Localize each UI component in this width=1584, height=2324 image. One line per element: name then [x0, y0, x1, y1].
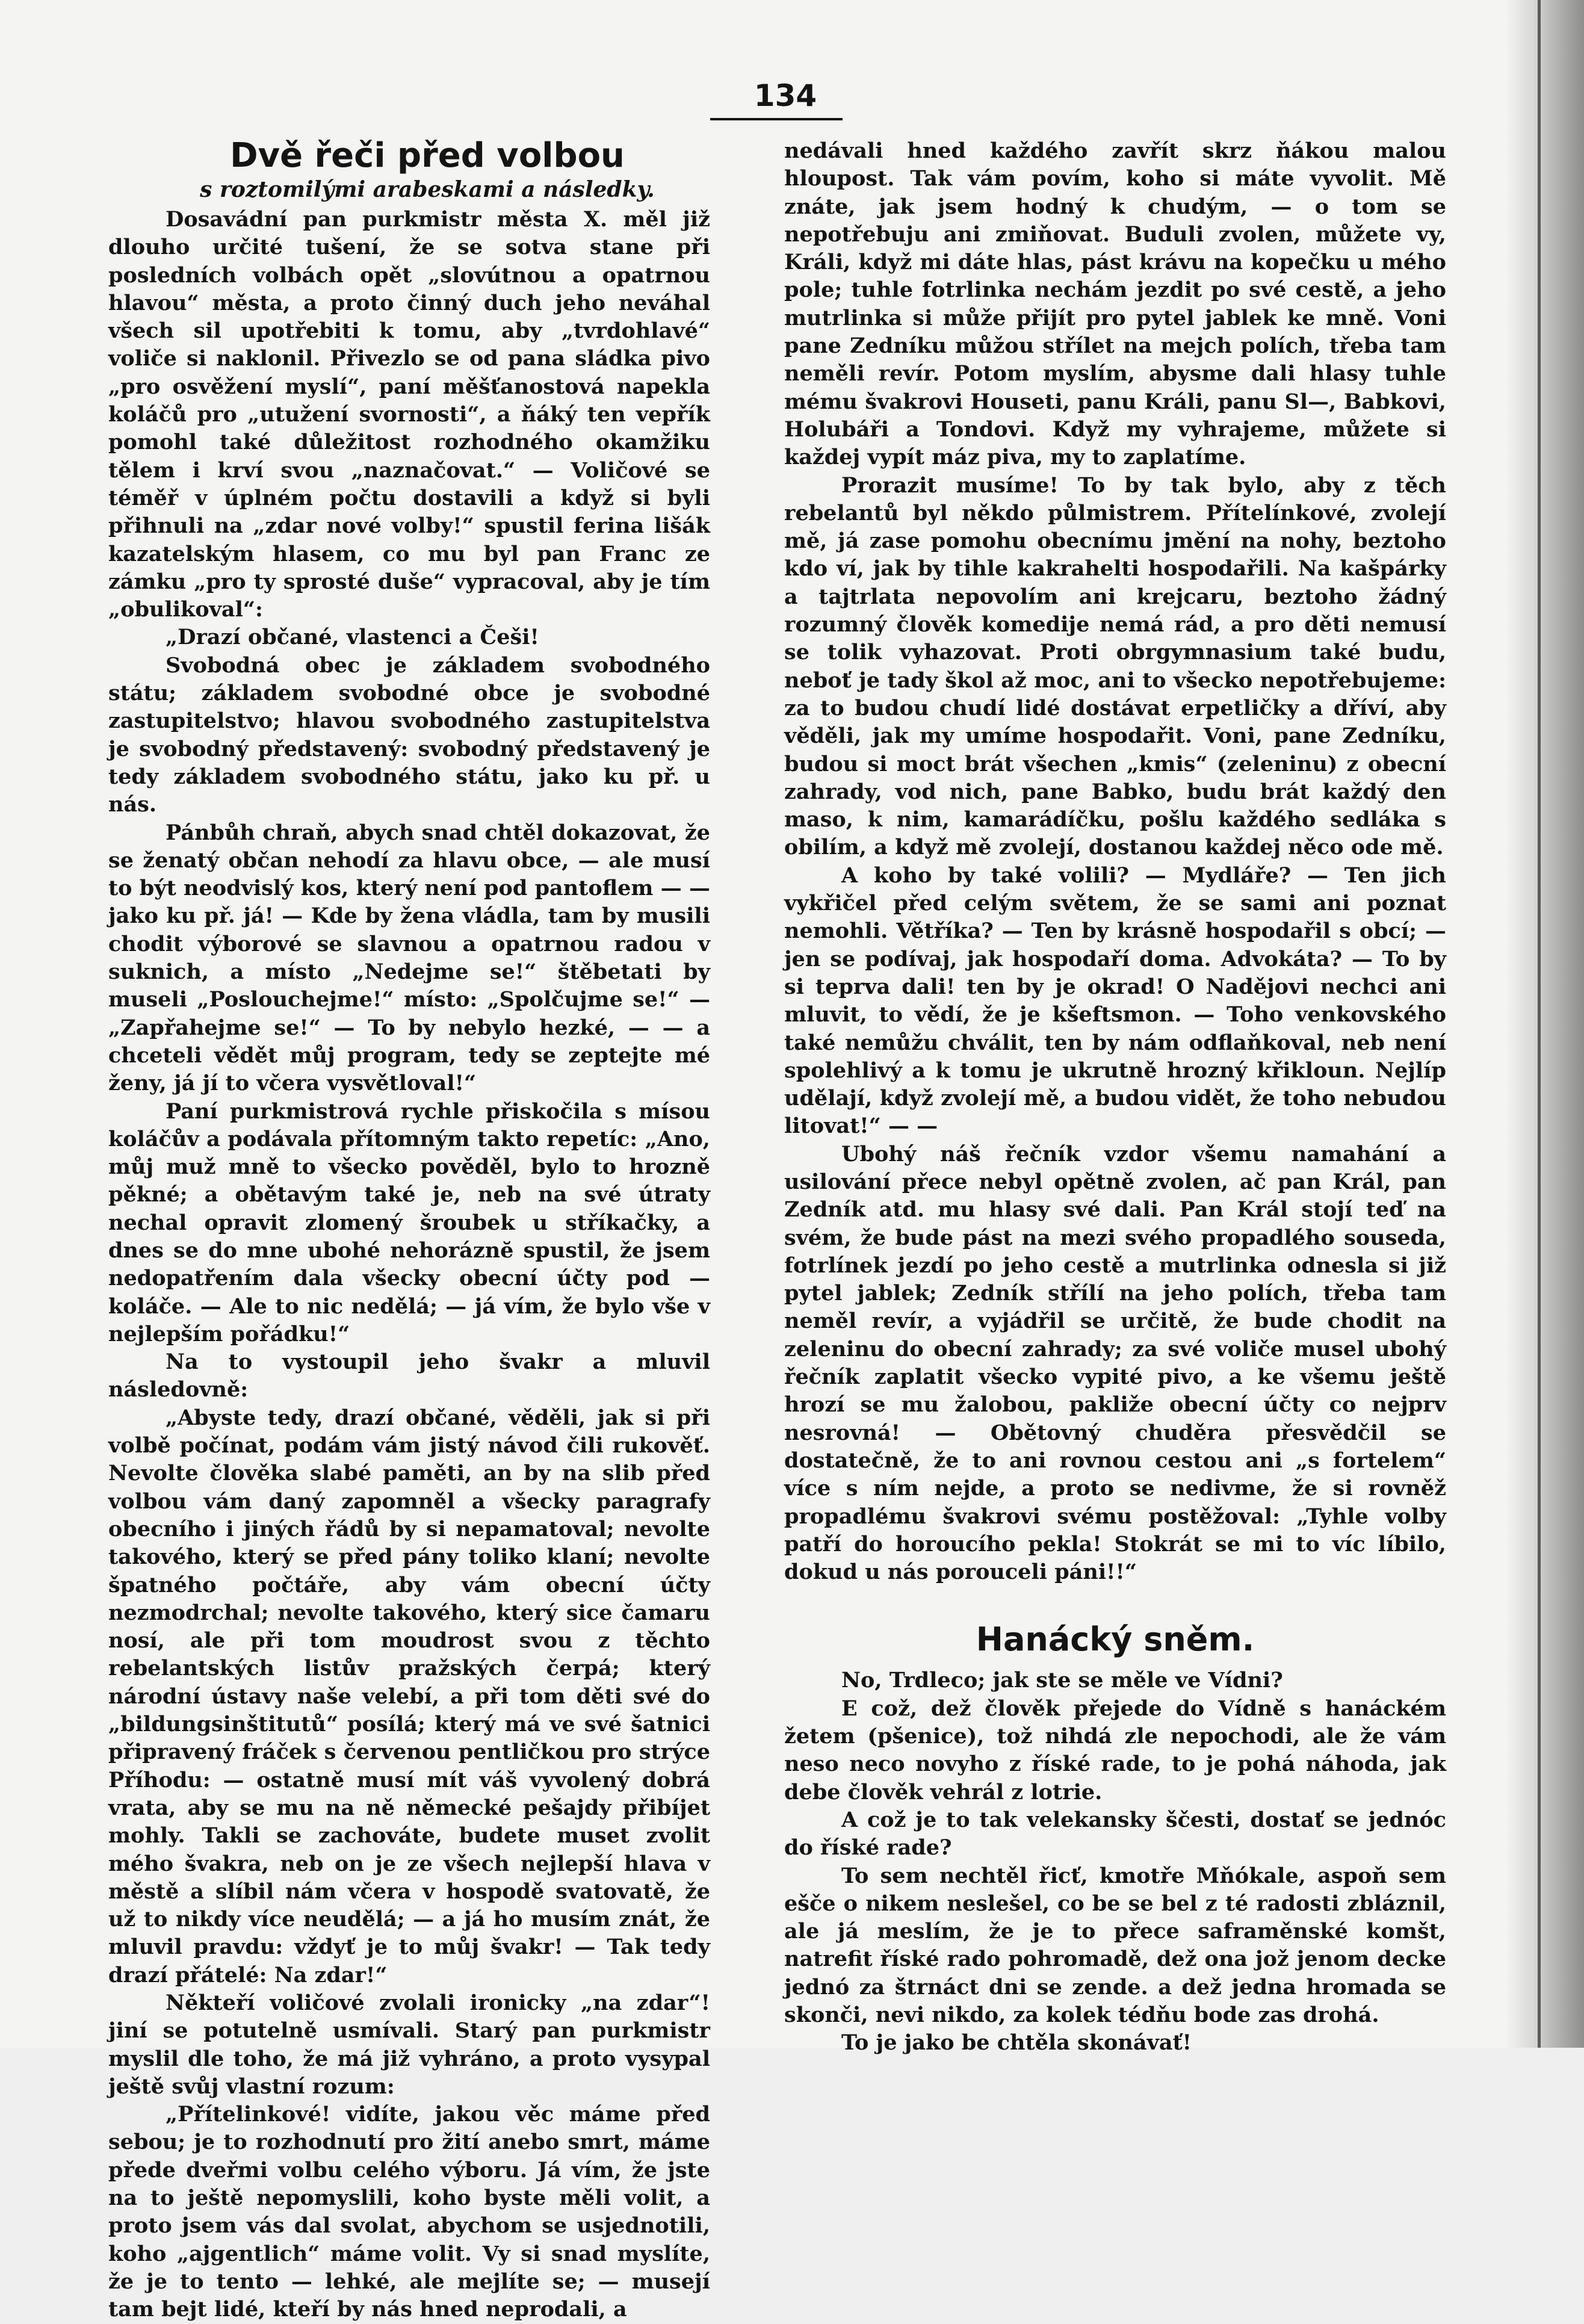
page-shadow-edge [1506, 0, 1584, 2048]
page-number: 134 [753, 78, 817, 113]
paragraph: Pánbůh chraň, abych snad chtěl dokazovat, že se ženatý občan nehodí za hlavu obce, — ale musí to být neodvislý kos, který není pod pantoflem — — jako ku př. já! — Kde by žena vládla, tam by musili chodit výborové se slavnou a opatrnou radou v suknich, a místo „Nedejme se!“ štěbetati by museli „Poslouchejme!“ místo: „Spolčujme se!“ — „Zapřahejme se!“ — To by nebylo hezké, — — a chceteli vědět můj program, tedy se zeptejte mé ženy, já jí to včera vysvětloval!“ [108, 820, 710, 1096]
paragraph: nedávali hned každého zavřít skrz ňákou malou hloupost. Tak vám povím, koho si máte vyvolit. Mě znáte, jak jsem hodný k chudým, — o tom se nepotřebuju ani zmiňovat. Buduli zvolen, můžete vy, Králi, když mi dáte hlas, pást krávu na kopečku u mého pole; tuhle fotrlinka nechám jezdit po své cestě, a jeho mutrlinka si může přijít pro pytel jablek ke mně. Voni pane Zedníku můžou střílet na mejch polích, třeba tam neměli revír. Potom myslím, abysme dali hlasy tuhle mému švakrovi Houseti, panu Králi, panu Sl—, Babkovi, Holubáři a Tondovi. Když my vyhrajeme, můžete si každej vypít máz piva, my to zaplatíme. [784, 138, 1446, 470]
paragraph: To sem nechtěl řicť, kmotře Mňókale, aspoň sem ešče o nikem neslešel, co be se bel z té radosti zbláznil, ale já meslím, že je to přece saframěnské komšt, natrefit říské rado pohromadě, dež ona jož jenom decke jednó za štrnáct dni se zende. a dež jedna hromada se skonči, nevi nikdo, za kolek tédňu bode zas drohá. [784, 1863, 1446, 2027]
binding-line [1538, 0, 1541, 2048]
right-column [784, 137, 1446, 2057]
paragraph: Paní purkmistrová rychle přiskočila s mísou koláčův a podávala přítomným takto repetíc: „Ano, můj muž mně to všecko pověděl, bylo to hrozně pěkné; a obětavým také je, neb na své útraty nechal opravit zlomený šroubek u stříkačky, a dnes se do mne ubohé nehoráznĕ spustil, že jsem nedopatřením dala všecky obecní účty pod — koláče. — Ale to nic nedělá; — já vím, že bylo vše v nejlepším pořádku!“ [108, 1098, 710, 1346]
article-title: Hanácký sněm. [976, 1620, 1255, 1659]
paragraph: Prorazit musíme! To by tak bylo, aby z těch rebelantů byl někdo půlmistrem. Přítelínkové, zvolejí mě, já zase pomohu obecnímu jmění na nohy, beztoho kdo ví, jak by tihle kakrahelti hospodařili. Na kašpárky a tajtrlata nepovolím ani krejcaru, beztoho žádný rozumný člověk komedije nemá rád, a pro děti nemusí se tolik vyhazovat. Proti obrgymnasium také budu, neboť je tady škol až moc, ani to všecko nepotřebujeme: za to budou chudí lidé dostávat erpetličky a dříví, aby věděli, jak my umíme hospodařit. Voni, pane Zedníku, budou si moct brát všechen „kmis“ (zeleninu) z obecní zahrady, vod nich, pane Babko, budu brát každý den maso, k nim, kamarádíčku, pošlu každého sedláka s obilím, a když mě zvolejí, dostanou každej něco ode mě. [784, 473, 1446, 860]
paragraph: E což, dež člověk přejede do Vídně s hanáckém žetem (pšenice), tož nihdá zle nepochodi, ale že vám neso neco novyho z říské rade, to je pohá náhoda, jak debe člověk vehrál z lotrie. [784, 1696, 1446, 1805]
paragraph: Někteří voličové zvolali ironicky „na zdar“! jiní se potutelně usmívali. Starý pan purkmistr myslil dle toho, že má již vyhráno, a proto vysypal ještě svůj vlastní rozum: [108, 1991, 710, 2099]
page-number-rule [710, 118, 843, 120]
paragraph: To je jako be chtěla skonávať! [841, 2030, 1192, 2056]
paragraph: No, Trdleco; jak ste se měle ve Vídni? [841, 1668, 1283, 1693]
left-column [108, 137, 710, 2324]
paragraph: Dosavádní pan purkmistr města X. měl již dlouho určité tušení, že se sotva stane při posledních volbách opět „slovútnou a opatrnou hlavou“ města, a proto činný duch jeho neváhal všech sil upotřebiti k tomu, aby „tvrdohlavé“ voliče si naklonil. Přivezlo se od pana sládka pivo „pro osvěžení myslí“, paní měšťanostová napekla koláčů pro „utužení svornosti“, a ňáký ten vepřík pomohl také důležitost rozhodného okamžiku tělem i krví svou „naznačovat.“ — Voličové se téměř v úplném počtu dostavili a když si byli přihnuli na „zdar nové volby!“ spustil ferina lišák kazatelským hlasem, co mu byl pan Franc ze zámku „pro ty sprosté duše“ vypracoval, aby je tím „obulikoval“: [108, 207, 710, 622]
paragraph: A což je to tak velekansky ščesti, dostať se jednóc do říské rade? [784, 1807, 1446, 1861]
paragraph: Na to vystoupil jeho švakr a mluvil následovně: [108, 1349, 710, 1402]
paragraph: „Přítelinkové! vidíte, jakou věc máme před sebou; je to rozhodnutí pro žití anebo smrt, máme přede dveřmi volbu celého výboru. Já vím, že jste na to ještě nepomyslili, koho byste měli volit, a proto jsem vás dal svolat, abychom se usjednotili, koho „ajgentlich“ máme volit. Vy si snad myslíte, že je to tento — lehké, ale mejlíte se; — musejí tam bejt lidé, kteří by nás hned neprodali, a [108, 2102, 710, 2322]
article-title: Dvě řeči před volbou [230, 136, 625, 175]
paragraph: A koho by také volili? — Mydláře? — Ten jich vykřičel před celým světem, že se sami ani poznat nemohli. Větříka? — Ten by krásně hospodařil s obcí; — jen se podívaj, jak hospodaří doma. Advokáta? — To by si teprva dali! ten by je okrad! O Nadějovi nechci ani mluvit, to vědí, že je kšeftsmon. — Toho venkovského také nemůžu chválit, ten by nám odflaňkoval, neb není spolehlivý a k tomu je ukrutně hrozný křikloun. Nejlíp udělají, když zvolejí mě, a budou vidět, že toho nebudou litovat!“ — — [784, 863, 1446, 1139]
article-subtitle: s roztomilými arabeskami a následky. [200, 177, 655, 202]
paragraph: „Drazí občané, vlastenci a Češi! [166, 625, 539, 650]
paragraph: „Abyste tedy, drazí občané, věděli, jak si při volbě počínat, podám vám jistý návod čili rukověť. Nevolte člověka slabé paměti, an by na slib před volbou vám daný zapomněl a všecky paragrafy obecního i jiných řádů by si nepamatoval; nevolte takového, který se před pány tolikо klaní; nevolte špatného počtáře, aby vám obecní účty nezmodrchal; nevolte takového, který sice čamaru nosí, ale při tom moudrost svou z těchto rebelantských listův pražských čerpá; který národní ústavy naše velebí, a při tom děti své do „bildungsinštitutů“ posílá; který má ve své šatnici připravený fráček s červenou pentličkou pro strýce Příhodu: — ostatně musí mít váš vyvolený dobrá vrata, aby se mu na ně německé pešajdy přibíjet mohly. Takli se zachováte, budete muset zvolit mého švakra, neb on je ze všech nejlepší hlava v městě a slíbil nám včera v hospodě svatovatě, že už to nikdy více neudělá; — a já ho musím znát, že mluvil pravdu: vždyť je to můj švakr! — Tak tedy drazí přátelé: Na zdar!“ [108, 1405, 710, 1988]
paragraph: Ubohý náš řečník vzdor všemu namahání a usilování přece nebyl opětně zvolen, ač pan Král, pan Zedník atd. mu hlasy své dali. Pan Král stojí teď na svém, že bude pást na mezi svého propadlého souseda, fotrlínek jezdí po jeho cestě a mutrlinka odnesla si již pytel jablek; Zedník střílí na jeho polích, třeba tam neměl revír, a vyjádřil se určitě, že bude chodit na zeleninu do obecní zahrady; za své voliče musel ubohý řečník zaplatit všecko vypité pivo, a ke všemu ještě hrozí se mu žalobou, pakliže obecní účty co nejprv nesrovná! — Obětovný chuděra přesvědčil se dostatečně, že to ani rovnou cestou ani „s fortelem“ více s ním nejde, a proto se nedivme, že si rovněž propadlému švakrovi svému postěžoval: „Tyhle volby patří do horoucího pekla! Stokrát se mi to víc líbilo, dokud u nás porouceli páni!!“ [784, 1141, 1446, 1585]
paragraph: Svobodná obec je základem svobodného státu; základem svobodné obce je svobodné zastupitelstvo; hlavou svobodného zastupitelstva je svobodný představený: svobodný představený je tedy základem svobodného státu, jako ku př. u nás. [108, 652, 710, 817]
